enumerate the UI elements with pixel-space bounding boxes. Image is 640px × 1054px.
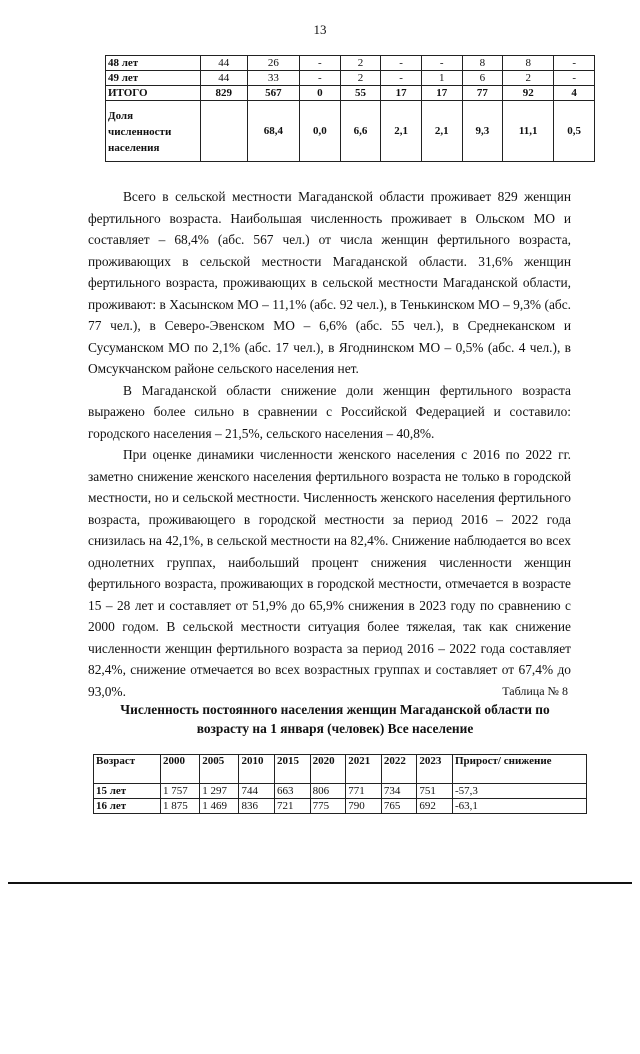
population-by-age-table <box>93 754 587 814</box>
table-cell: 26 <box>247 56 300 71</box>
table-cell: 0,0 <box>300 101 341 162</box>
table-row <box>106 56 595 71</box>
table-cell: 1 469 <box>200 799 239 814</box>
table-row <box>106 71 595 86</box>
table-cell: 1 297 <box>200 784 239 799</box>
table-cell: 4 <box>554 86 595 101</box>
row-label: 48 лет <box>106 56 201 71</box>
paragraph: Всего в сельской местности Магаданской области проживает 829 женщин фертильного возраста. Наибольшая численность проживает в Ольском МО и составляет – 68,4% (абс. 567 чел.) от числа женщин фертильного возраста, проживающих в сельской местности Магаданской области. 31,6% женщин фертильного возраста, проживающих в сельской местности Магаданской области, проживают: в Хасынском МО – 11,1% (абс. 92 чел.), в Тенькинском МО – 9,3% (абс. 77 чел.), в Северо-Эвенском МО – 6,6% (абс. 55 чел.), в Среднеканском и Сусуманском МО по 2,1% (абс. 17 чел.), в Ягоднинском МО – 0,5% (абс. 4 чел.), в Омсукчанском районе сельского населения нет. <box>88 189 571 376</box>
column-header: 2021 <box>346 755 382 784</box>
table-row-total <box>106 86 595 101</box>
table-row-share <box>106 101 595 162</box>
table-cell: - <box>300 56 341 71</box>
table-cell: 77 <box>462 86 503 101</box>
table-cell: 765 <box>381 799 417 814</box>
table-cell: 11,1 <box>503 101 554 162</box>
table-cell: 1 <box>421 71 462 86</box>
top-table-body <box>106 56 595 162</box>
table-cell: - <box>381 56 422 71</box>
row-label: 16 лет <box>94 799 161 814</box>
page-bottom-rule <box>8 882 632 884</box>
table-cell: 0,5 <box>554 101 595 162</box>
table-cell: 829 <box>201 86 248 101</box>
table-cell: 9,3 <box>462 101 503 162</box>
table-cell: 6 <box>462 71 503 86</box>
page-number: 13 <box>313 22 327 37</box>
table-cell: 1 875 <box>161 799 200 814</box>
column-header: 2015 <box>275 755 311 784</box>
row-label: 49 лет <box>106 71 201 86</box>
table-cell: 92 <box>503 86 554 101</box>
table-cell: - <box>554 71 595 86</box>
table-cell: 68,4 <box>247 101 300 162</box>
table-cell: -57,3 <box>453 784 587 799</box>
table-cell: 17 <box>421 86 462 101</box>
table-cell: 8 <box>462 56 503 71</box>
table-cell: 17 <box>381 86 422 101</box>
table-cell: 744 <box>239 784 275 799</box>
table-cell: 692 <box>417 799 453 814</box>
table-cell: 44 <box>201 71 248 86</box>
column-header: Возраст <box>94 755 161 784</box>
table-cell: 734 <box>381 784 417 799</box>
table-cell: 1 757 <box>161 784 200 799</box>
table-cell: 2 <box>503 71 554 86</box>
table-cell: 806 <box>310 784 346 799</box>
table-cell: 6,6 <box>340 101 381 162</box>
table-cell: 2 <box>340 56 381 71</box>
table-cell: - <box>554 56 595 71</box>
table-cell: -63,1 <box>453 799 587 814</box>
paragraph: При оценке динамики численности женского населения с 2016 по 2022 гг. заметно снижение женского населения фертильного возраста не только в городской местности, но и сельской местности. Численность женского населения фертильного возраста, проживающего в городской местности за период 2016 – 2022 года снизилась на 42,1%, в сельской местности на 82,4%. Снижение наблюдается во всех однолетних группах, наибольший процент снижения численности женщин фертильного возраста, проживающих в городской местности, отмечается в возрасте 15 – 28 лет и составляет от 51,9% до 65,9% снижения в 2023 году по сравнению с 2000 годом. В сельской местности ситуация более тяжелая, так как снижение численности женщин фертильного возраста за период 2016 – 2022 года составляет 82,4%, снижение отмечается во всех возрастных группах и составляет от 67,4% до 93,0%. <box>88 447 571 699</box>
column-header: 2020 <box>310 755 346 784</box>
table-cell: 790 <box>346 799 382 814</box>
table-cell <box>201 101 248 162</box>
row-label: ИТОГО <box>106 86 201 101</box>
row-label: Доля численности населения <box>106 101 201 162</box>
table-cell: - <box>421 56 462 71</box>
table-cell: 775 <box>310 799 346 814</box>
table-cell: 0 <box>300 86 341 101</box>
table-header-row <box>94 755 587 784</box>
table-cell: 55 <box>340 86 381 101</box>
column-header: 2000 <box>161 755 200 784</box>
table-cell: - <box>300 71 341 86</box>
table-cell: 836 <box>239 799 275 814</box>
table-cell: 721 <box>275 799 311 814</box>
table-title: Численность постоянного населения женщин Магаданской области по возрасту на 1 января (человек) Все население <box>120 702 550 736</box>
table-row <box>94 799 587 814</box>
paragraph: В Магаданской области снижение доли женщин фертильного возраста выражено более сильно в сравнении с Российской Федерацией и составило: городского населения – 21,5%, сельского населения – 40,8%. <box>88 382 571 441</box>
table-cell: 2,1 <box>421 101 462 162</box>
table-cell: 8 <box>503 56 554 71</box>
body-text <box>88 186 571 702</box>
table-cell: 44 <box>201 56 248 71</box>
table-cell: - <box>381 71 422 86</box>
column-header: 2010 <box>239 755 275 784</box>
table-cell: 33 <box>247 71 300 86</box>
table-number: Таблица № 8 <box>502 684 568 698</box>
table-cell: 2,1 <box>381 101 422 162</box>
table-cell: 2 <box>340 71 381 86</box>
age-table-body <box>94 755 587 814</box>
column-header: 2022 <box>381 755 417 784</box>
row-label: 15 лет <box>94 784 161 799</box>
table-row <box>94 784 587 799</box>
table-cell: 751 <box>417 784 453 799</box>
table-cell: 663 <box>275 784 311 799</box>
column-header: 2023 <box>417 755 453 784</box>
column-header: Прирост/ снижение <box>453 755 587 784</box>
column-header: 2005 <box>200 755 239 784</box>
fertile-age-rural-table <box>105 55 595 162</box>
table-cell: 567 <box>247 86 300 101</box>
table-cell: 771 <box>346 784 382 799</box>
